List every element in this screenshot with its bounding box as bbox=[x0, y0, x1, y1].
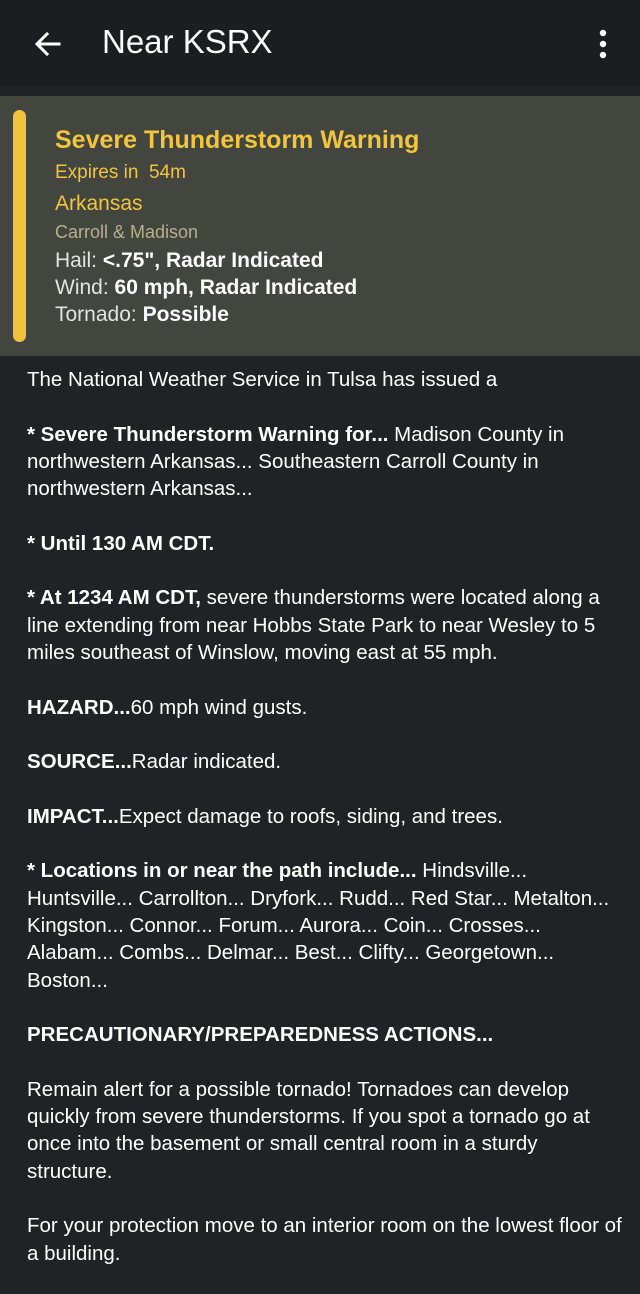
hazard-paragraph bbox=[27, 694, 627, 721]
impact-label: IMPACT... bbox=[27, 804, 119, 828]
tornado-label: Tornado: bbox=[55, 303, 143, 326]
intro-paragraph: The National Weather Service in Tulsa has issued a bbox=[27, 368, 498, 391]
warning-for-text: Madison County in northwestern Arkansas... Southeastern Carroll County in northwestern Arkansas... bbox=[27, 422, 564, 501]
precautions-label: PRECAUTIONARY/PREPAREDNESS ACTIONS... bbox=[27, 1023, 494, 1047]
hazard-text: 60 mph wind gusts. bbox=[130, 695, 308, 719]
locations-paragraph bbox=[27, 857, 627, 993]
hail-label: Hail: bbox=[55, 249, 103, 272]
wind-detail bbox=[55, 274, 357, 302]
warning-state: Arkansas bbox=[55, 192, 143, 215]
source-label: SOURCE... bbox=[27, 750, 132, 774]
warning-for-label: * Severe Thunderstorm Warning for... bbox=[27, 422, 389, 446]
until-label: * Until 130 AM CDT. bbox=[27, 531, 215, 555]
back-button[interactable] bbox=[28, 24, 68, 64]
remain-alert-paragraph: Remain alert for a possible tornado! Tornadoes can develop quickly from severe thunderstorms. If you spot a tornado go at once into the basement or small central room in a sturdy structure. bbox=[27, 1077, 590, 1183]
warning-description bbox=[27, 366, 627, 1294]
until-paragraph bbox=[27, 530, 627, 557]
at-time-paragraph bbox=[27, 584, 627, 666]
hail-detail bbox=[55, 247, 323, 275]
wind-value: 60 mph, Radar Indicated bbox=[114, 276, 358, 299]
overflow-menu-button[interactable] bbox=[586, 24, 620, 64]
impact-paragraph bbox=[27, 803, 627, 830]
warning-counties: Carroll & Madison bbox=[55, 222, 199, 242]
wind-label: Wind: bbox=[55, 276, 115, 299]
arrow-left-icon bbox=[32, 28, 64, 60]
warning-for-paragraph bbox=[27, 421, 627, 503]
source-text: Radar indicated. bbox=[131, 750, 282, 774]
warning-summary-card bbox=[0, 96, 640, 356]
source-paragraph bbox=[27, 748, 627, 775]
more-vert-icon bbox=[598, 28, 608, 60]
tornado-value: Possible bbox=[142, 303, 229, 326]
warning-title: Severe Thunderstorm Warning bbox=[55, 126, 420, 154]
protection-paragraph: For your protection move to an interior room on the lowest floor of a building. bbox=[27, 1214, 622, 1265]
tornado-detail bbox=[55, 301, 229, 329]
warning-expiry: Expires in 54m bbox=[55, 162, 186, 183]
hazard-label: HAZARD... bbox=[27, 695, 131, 719]
page-title: Near KSRX bbox=[102, 23, 273, 60]
locations-label: * Locations in or near the path include... bbox=[27, 859, 417, 883]
locations-text: Hindsville... Huntsville... Carrollton... Dryfork... Rudd... Red Star... Metalton... Kingston... Connor... Forum... Aurora... Coin... Crosses... Alabam... Combs... Delmar... Best... Clifty... Georgetown... Boston... bbox=[27, 859, 610, 992]
at-time-text: severe thunderstorms were located along a line extending from near Hobbs State Park to near Wesley to 5 miles southeast of Winslow, moving east at 55 mph. bbox=[27, 586, 600, 664]
app-bar bbox=[0, 0, 640, 86]
impact-text: Expect damage to roofs, siding, and trees. bbox=[118, 804, 503, 828]
precautions-heading bbox=[27, 1021, 627, 1048]
hail-value: <.75", Radar Indicated bbox=[102, 249, 324, 272]
severity-indicator-bar bbox=[13, 110, 26, 342]
at-time-label: * At 1234 AM CDT, bbox=[27, 586, 201, 610]
